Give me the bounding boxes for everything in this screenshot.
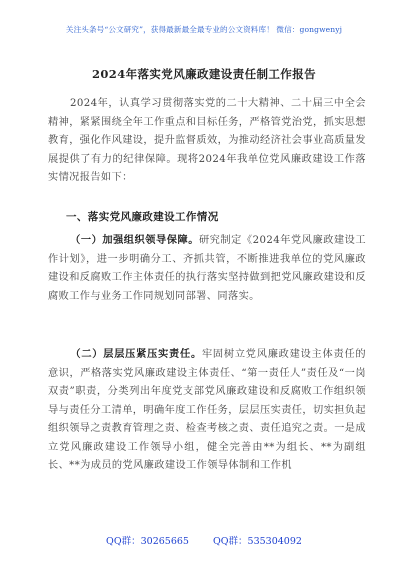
item1-lead: （一）加强组织领导保障。 <box>70 234 199 246</box>
document-title: 2024年落实党风廉政建设责任制工作报告 <box>91 67 316 81</box>
section-heading: 一、落实党风廉政建设工作情况 <box>66 211 219 223</box>
footer-qq-group-1: QQ群：30265665 <box>106 536 189 547</box>
item1-body: 研究制定《2024年党风廉政建设工作计划》，进一步明确分工、齐抓共管，不断推进我单位的党风廉政建设和反腐败工作主体责任的执行落实坚持做到把党风廉政建设和反腐败工作与业务工作同规划同部署、同落实。 <box>48 235 366 302</box>
item2-body: 牢固树立党风廉政建设主体责任的意识，严格落实党风廉政建设主体责任、“第一责任人”责任及“一岗双责”职责，分类列出年度党支部党风廉政建设和反腐败工作组织领导与责任分工清单，明确年度工作任务，层层压实责任，切实担负起组织领导之责教育管理之责、检查考核之责、责任追究之责。一是成立党风廉政建设工作领导小组，健全完善由**为组长、**为副组长、**为成员的党风廉政建设工作领导体制和工作机 <box>48 349 366 471</box>
footer-qq-group-2: QQ群：535304092 <box>212 536 302 547</box>
item2-lead: （二）层层压紧压实责任。 <box>70 348 202 360</box>
item2-paragraph <box>48 345 366 476</box>
item1-paragraph <box>48 231 366 306</box>
intro-text: 2024年，认真学习贯彻落实党的二十大精神、二十届三中全会精神，紧紧围绕全年工作重点和目标任务，严格管党治党，抓实思想教育，强化作风建设，提升监督质效，为推动经济社会事业高质量发展提供了有力的纪律保障。现将2024年我单位党风廉政建设工作落实情况报告如下： <box>48 98 366 183</box>
intro-paragraph <box>48 95 366 188</box>
header-banner: 关注头条号“公文研究”，获得最新最全最专业的公文资料库！ 微信：gongwenyj <box>65 25 343 34</box>
footer-contacts <box>0 533 408 547</box>
